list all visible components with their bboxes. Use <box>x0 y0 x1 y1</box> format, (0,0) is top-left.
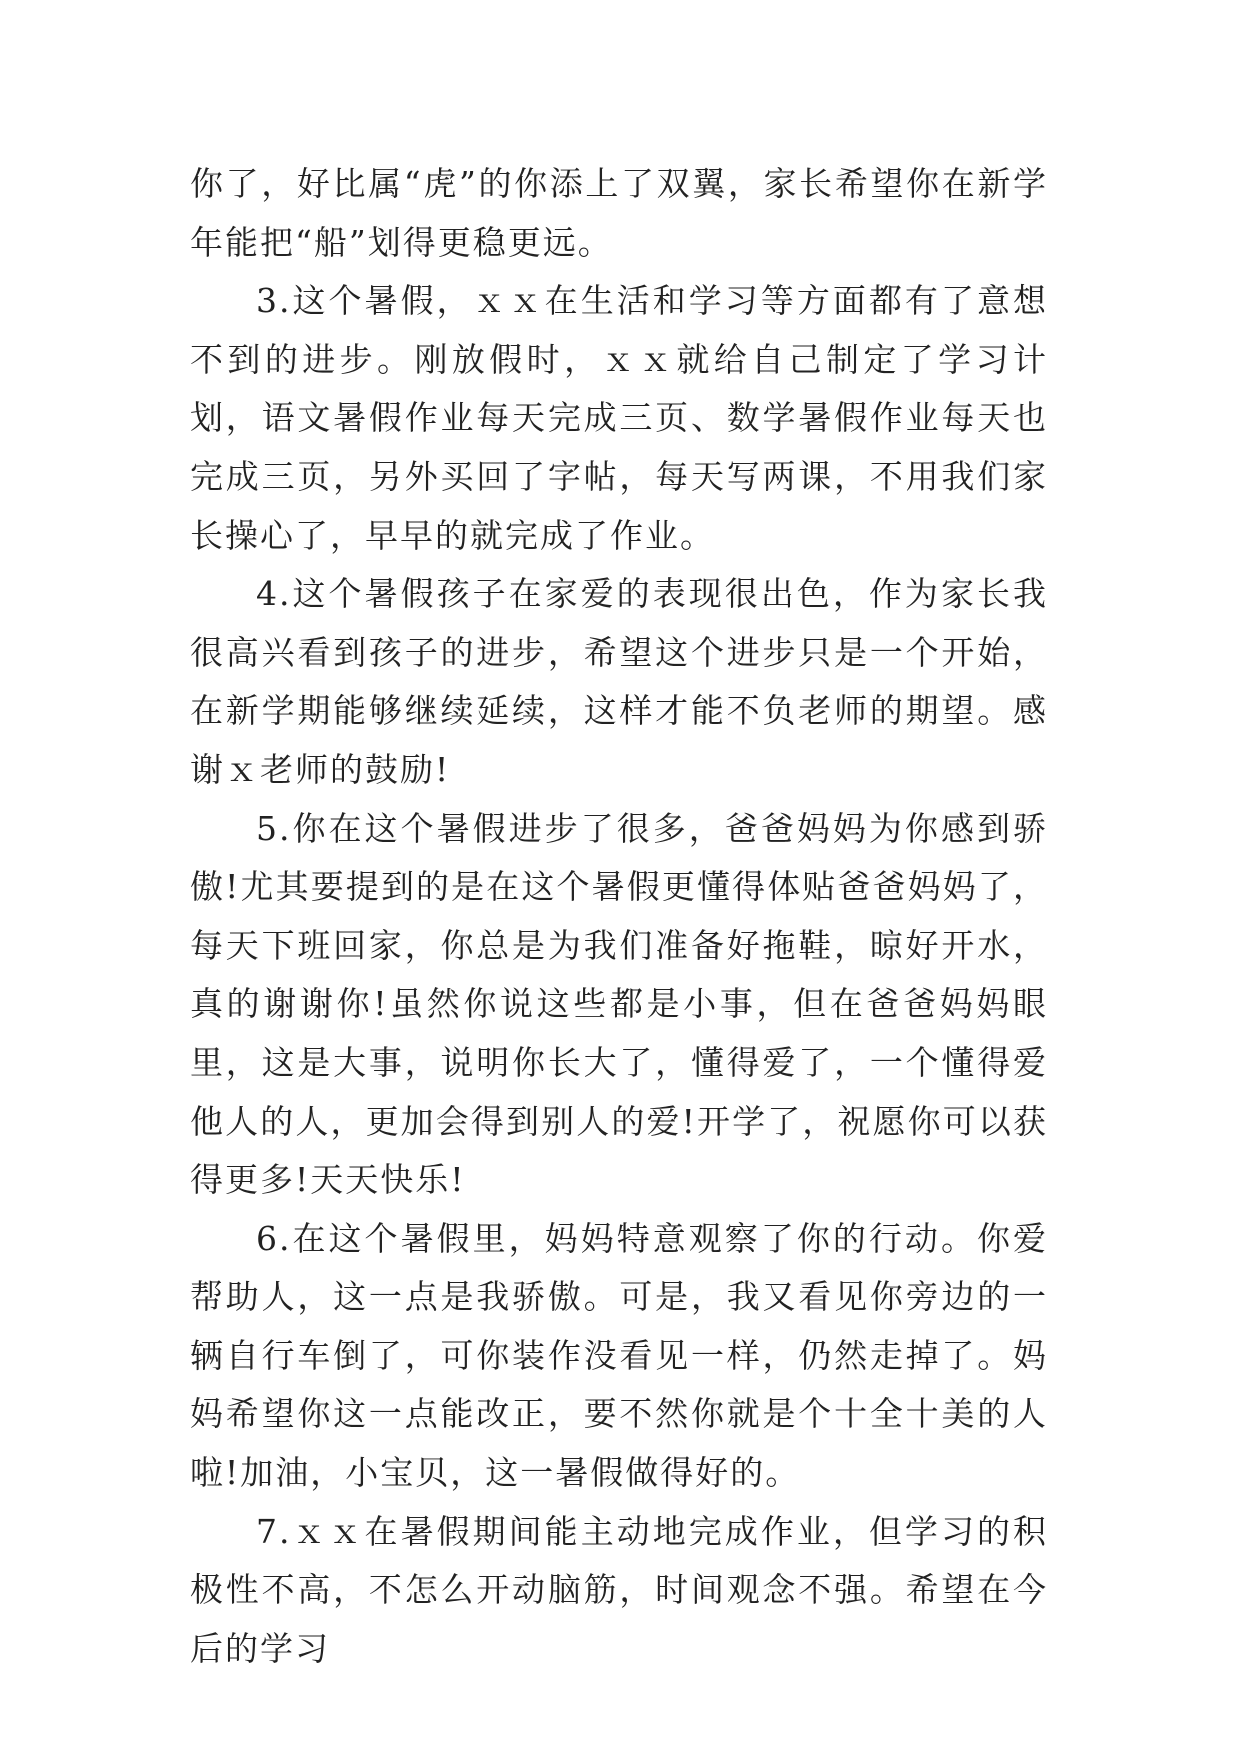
document-body <box>190 155 1048 1678</box>
paragraph-item-5: 5.你在这个暑假进步了很多，爸爸妈妈为你感到骄傲!尤其要提到的是在这个暑假更懂得体贴爸爸妈妈了，每天下班回家，你总是为我们准备好拖鞋，晾好开水，真的谢谢你!虽然你说这些都是小事，但在爸爸妈妈眼里，这是大事，说明你长大了，懂得爱了，一个懂得爱他人的人，更加会得到别人的爱!开学了，祝愿你可以获得更多!天天快乐! <box>190 808 1048 1200</box>
paragraph-item-3: 3.这个暑假，ｘｘ在生活和学习等方面都有了意想不到的进步。刚放假时，ｘｘ就给自己制定了学习计划，语文暑假作业每天完成三页、数学暑假作业每天也完成三页，另外买回了字帖，每天写两课，不用我们家长操心了，早早的就完成了作业。 <box>190 281 1048 555</box>
paragraph-item-6: 6.在这个暑假里，妈妈特意观察了你的行动。你爱帮助人，这一点是我骄傲。可是，我又看见你旁边的一辆自行车倒了，可你装作没看见一样，仍然走掉了。妈妈希望你这一点能改正，要不然你就是个十全十美的人啦!加油，小宝贝，这一暑假做得好的。 <box>190 1218 1048 1493</box>
paragraph-item-7: 7.ｘｘ在暑假期间能主动地完成作业，但学习的积极性不高，不怎么开动脑筋，时间观念不强。希望在今后的学习 <box>190 1511 1048 1668</box>
paragraph-item-4: 4.这个暑假孩子在家爱的表现很出色，作为家长我很高兴看到孩子的进步，希望这个进步只是一个开始，在新学期能够继续延续，这样才能不负老师的期望。感谢ｘ老师的鼓励! <box>190 574 1048 789</box>
paragraph-continuation: 你了，好比属“虎”的你添上了双翼，家长希望你在新学年能把“船”划得更稳更远。 <box>190 164 1048 262</box>
